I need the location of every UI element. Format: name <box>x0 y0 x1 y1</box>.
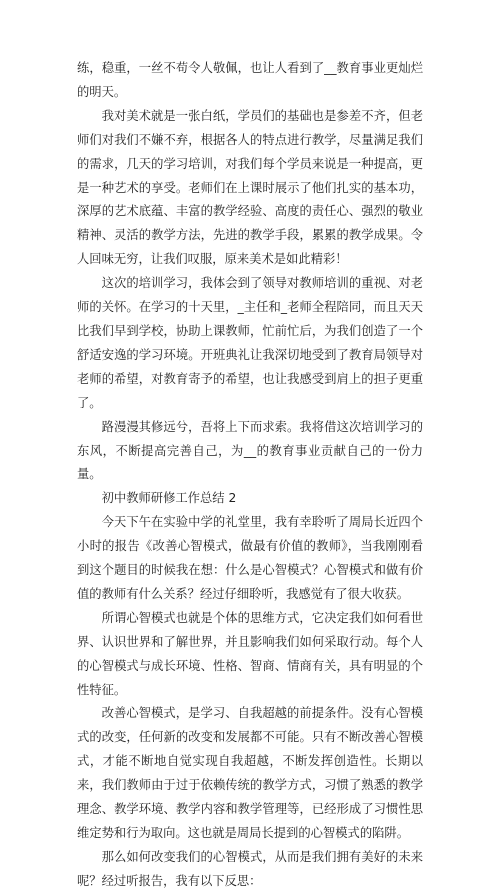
section-heading: 初中教师研修工作总结 2 <box>101 491 237 506</box>
paragraph-6: 所谓心智模式也就是个体的思维方式，它决定我们如何看世界、认识世界和了解世界，并且影响我们如何采取行动。每个人的心智模式与成长环境、性格、智商、情商有关，具有明显的个性特征。 <box>77 610 423 697</box>
paragraph-4: 路漫漫其修远兮，吾将上下而求索。我将借这次培训学习的东风，不断提高完善自己，为__的教育事业贡献自己的一份力量。 <box>77 419 423 482</box>
paragraph-3: 这次的培训学习，我体会到了领导对教师培训的重视、对老师的关怀。在学习的十天里，_主任和_老师全程陪同，而且天天比我们早到学校，协助上课教师，忙前忙后，为我们创造了一个舒适安逸的学习环境。开班典礼让我深切地受到了教育局领导对老师的希望，对教育寄予的希望，也让我感受到肩上的担子更重了。 <box>77 276 423 410</box>
paragraph-5: 今天下午在实验中学的礼堂里，我有幸聆听了周局长近四个小时的报告《改善心智模式，做最有价值的教师》，当我刚刚看到这个题目的时候我在想：什么是心智模式？心智模式和做有价值的教师有什么关系？经过仔细聆听，我感觉有了很大收获。 <box>77 515 423 601</box>
paragraph-8: 那么如何改变我们的心智模式，从而是我们拥有美好的未来呢？经过听报告，我有以下反思： <box>77 849 423 888</box>
document-page <box>77 57 423 894</box>
paragraph-2: 我对美术就是一张白纸，学员们的基础也是参差不齐，但老师们对我们不嫌不弃，根据各人的特点进行教学，尽量满足我们的需求，几天的学习培训，对我们每个学员来说是一种提高，更是一种艺术的享受。老师们在上课时展示了他们扎实的基本功，深厚的艺术底蕴、丰富的教学经验、高度的责任心、强烈的敬业精神、灵活的教学方法，先进的教学手段，累累的教学成果。令人回味无穷，让我们叹服，原来美术是如此精彩！ <box>77 108 423 267</box>
paragraph-7: 改善心智模式，是学习、自我超越的前提条件。没有心智模式的改变，任何新的改变和发展都不可能。只有不断改善心智模式，才能不断地自觉实现自我超越，不断发挥创造性。长期以来，我们教师由于过于依赖传统的教学方式，习惯了熟悉的教学理念、教学环境、教学内容和教学管理等，已经形成了习惯性思维定势和行为取向。这也就是周局长提到的心智模式的陷阱。 <box>77 706 423 840</box>
paragraph-1: 练，稳重，一丝不苟令人敬佩，也让人看到了__教育事业更灿烂的明天。 <box>77 61 423 99</box>
